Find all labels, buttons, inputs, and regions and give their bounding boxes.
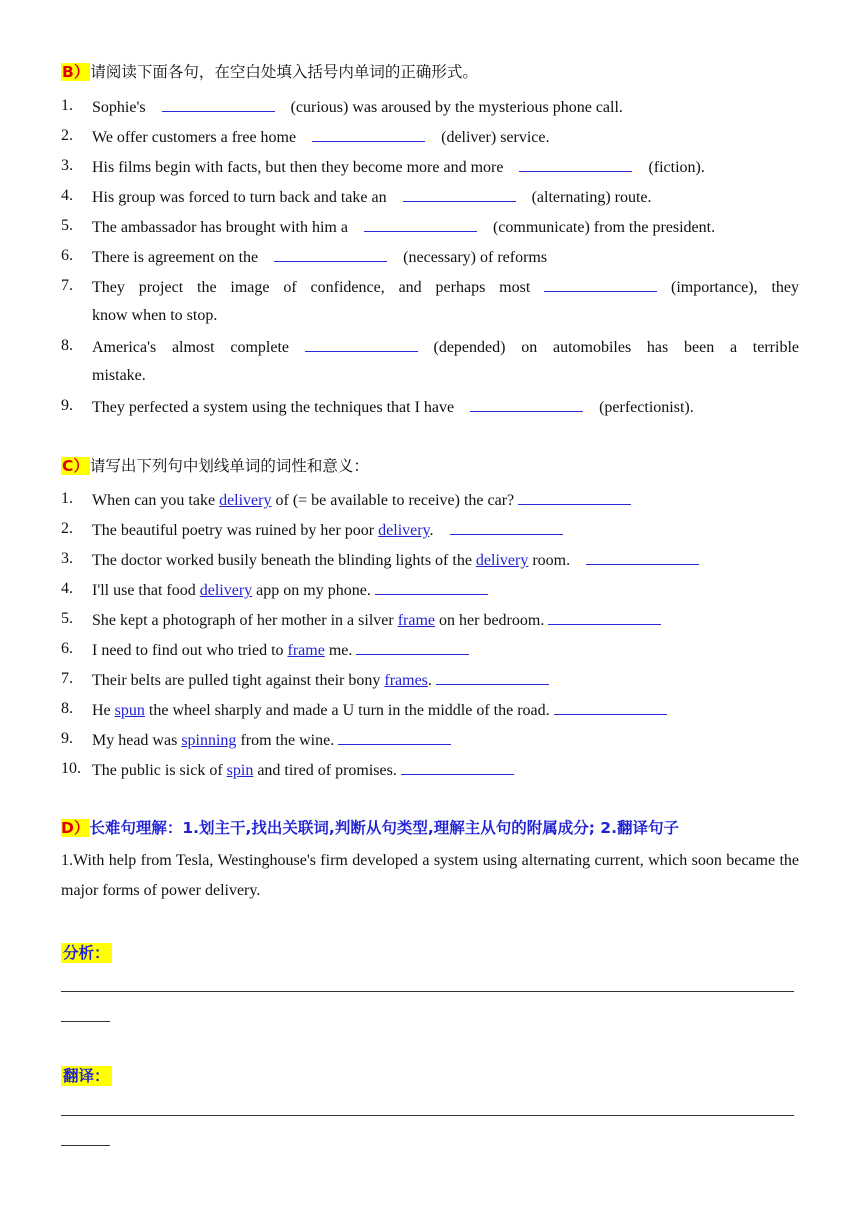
- item-sentence: [92, 276, 799, 298]
- sentence-end: (communicate) from the president.: [492, 219, 716, 236]
- underlined-word: frame: [287, 642, 325, 659]
- translation-answer-line[interactable]: [61, 1115, 794, 1116]
- underlined-word: delivery: [219, 492, 272, 509]
- item-sentence: [92, 216, 715, 238]
- item-sentence: [92, 336, 799, 358]
- sentence-end: and tired of promises.: [253, 762, 401, 779]
- sentence-start: My head was: [92, 732, 182, 749]
- item-number: 8.: [61, 337, 73, 354]
- item-number: 1.: [61, 97, 73, 114]
- underlined-word: spun: [114, 702, 145, 719]
- section-d-label: D）: [61, 819, 90, 837]
- fill-blank[interactable]: [364, 216, 477, 232]
- item-number: 9.: [61, 397, 73, 414]
- sentence-end: .: [427, 672, 436, 689]
- sentence-end: (depended) on automobiles has been a terrible: [433, 339, 799, 356]
- item-sentence: [92, 519, 563, 541]
- item-number: 4.: [61, 187, 73, 204]
- item-number: 5.: [61, 217, 73, 234]
- item-sentence: [92, 639, 469, 661]
- fill-blank[interactable]: [162, 96, 275, 112]
- underlined-word: delivery: [199, 582, 253, 599]
- answer-blank[interactable]: [375, 579, 488, 595]
- sentence-start: When can you take: [92, 492, 220, 509]
- section-c-heading: [61, 456, 369, 476]
- sentence-end: (curious) was aroused by the mysterious phone call.: [290, 99, 623, 116]
- sentence-start: His films begin with facts, but then they become more and more: [92, 159, 504, 176]
- analysis-label: 分析：: [63, 944, 110, 962]
- sentence-start: Sophie's: [92, 99, 146, 116]
- item-sentence: [92, 396, 694, 418]
- item-number: 7.: [61, 277, 73, 294]
- sentence-end: me.: [324, 642, 357, 659]
- sentence-start: We offer customers a free home: [92, 129, 297, 146]
- item-number: 6.: [61, 640, 73, 657]
- underlined-word: frames: [384, 672, 428, 689]
- item-number: 5.: [61, 610, 73, 627]
- answer-blank[interactable]: [518, 489, 631, 505]
- sentence-start: The doctor worked busily beneath the blinding lights of the: [92, 552, 476, 569]
- item-sentence: [92, 759, 514, 781]
- answer-blank[interactable]: [586, 549, 699, 565]
- item-number: 8.: [61, 700, 73, 717]
- answer-blank[interactable]: [554, 699, 667, 715]
- section-d-heading: [61, 818, 679, 838]
- answer-blank[interactable]: [338, 729, 451, 745]
- sentence-end: on her bedroom.: [435, 612, 549, 629]
- item-sentence: [92, 609, 661, 631]
- item-sentence: [92, 186, 652, 208]
- sentence-end: from the wine.: [236, 732, 339, 749]
- section-b-heading: [61, 62, 478, 82]
- sentence-end: (importance), they: [670, 279, 800, 296]
- item-number: 2.: [61, 520, 73, 537]
- item-number: 4.: [61, 580, 73, 597]
- fill-blank[interactable]: [470, 396, 583, 412]
- item-sentence: [92, 96, 623, 118]
- sentence-start: Their belts are pulled tight against their bony: [92, 672, 385, 689]
- section-c-label: C）: [62, 457, 89, 475]
- sentence-start: His group was forced to turn back and take an: [92, 189, 387, 206]
- translation-label: 翻译：: [63, 1067, 110, 1085]
- answer-blank[interactable]: [401, 759, 514, 775]
- item-number: 6.: [61, 247, 73, 264]
- long-sentence: 1.With help from Tesla, Westinghouse's firm developed a system using alternating current, which soon became the major forms of power delivery.: [61, 852, 799, 899]
- item-number: 1.: [61, 490, 73, 507]
- item-number: 3.: [61, 157, 73, 174]
- fill-blank[interactable]: [403, 186, 516, 202]
- item-sentence: [92, 729, 451, 751]
- sentence-start: America's almost complete: [92, 339, 289, 356]
- answer-blank[interactable]: [548, 609, 661, 625]
- translation-answer-line-end[interactable]: [61, 1145, 110, 1146]
- sentence-end: room.: [528, 552, 587, 569]
- underlined-word: spin: [226, 762, 254, 779]
- item-number: 9.: [61, 730, 73, 747]
- sentence-end: (alternating) route.: [531, 189, 652, 206]
- sentence-continuation: know when to stop.: [92, 307, 218, 324]
- sentence-start: There is agreement on the: [92, 249, 259, 266]
- item-sentence: [92, 156, 705, 178]
- sentence-start: He: [92, 702, 115, 719]
- sentence-end: .: [429, 522, 450, 539]
- item-number: 10.: [61, 760, 81, 777]
- sentence-start: The public is sick of: [92, 762, 227, 779]
- analysis-answer-line-end[interactable]: [61, 1021, 110, 1022]
- item-number: 7.: [61, 670, 73, 687]
- item-sentence: [92, 669, 549, 691]
- item-number: 2.: [61, 127, 73, 144]
- item-sentence: [92, 489, 631, 511]
- sentence-start: They perfected a system using the techniques that I have: [92, 399, 455, 416]
- underlined-word: delivery: [475, 552, 529, 569]
- sentence-end: of (= be available to receive) the car?: [271, 492, 519, 509]
- underlined-word: delivery: [378, 522, 430, 539]
- fill-blank[interactable]: [519, 156, 632, 172]
- sentence-start: I'll use that food: [92, 582, 200, 599]
- sentence-start: She kept a photograph of her mother in a silver: [92, 612, 398, 629]
- sentence-start: The ambassador has brought with him a: [92, 219, 348, 236]
- section-d-title: 长难句理解：1.划主干,找出关联词,判断从句类型,理解主从句的附属成分; 2.翻译句子: [89, 819, 679, 837]
- item-sentence: [92, 699, 667, 721]
- sentence-end: (deliver) service.: [441, 129, 550, 146]
- item-number: 3.: [61, 550, 73, 567]
- fill-blank[interactable]: [312, 126, 425, 142]
- answer-blank[interactable]: [450, 519, 563, 535]
- item-sentence: [92, 579, 488, 601]
- underlined-word: frame: [397, 612, 436, 629]
- section-b-title: 请阅读下面各句，在空白处填入括号内单词的正确形式。: [90, 63, 478, 81]
- item-sentence: [92, 246, 547, 268]
- sentence-end: the wheel sharply and made a U turn in the middle of the road.: [144, 702, 554, 719]
- section-c-title: 请写出下列句中划线单词的词性和意义：: [89, 457, 369, 475]
- underlined-word: spinning: [181, 732, 237, 749]
- analysis-answer-line[interactable]: [61, 991, 794, 992]
- sentence-end: app on my phone.: [252, 582, 375, 599]
- answer-blank[interactable]: [436, 669, 549, 685]
- fill-blank[interactable]: [544, 276, 657, 292]
- section-b-label: B）: [62, 63, 90, 81]
- sentence-start: I need to find out who tried to: [92, 642, 288, 659]
- answer-blank[interactable]: [356, 639, 469, 655]
- sentence-start: They project the image of confidence, and perhaps most: [92, 279, 531, 296]
- sentence-start: The beautiful poetry was ruined by her poor: [92, 522, 379, 539]
- sentence-end: (perfectionist).: [599, 399, 694, 416]
- item-sentence: [92, 126, 550, 148]
- sentence-end: (fiction).: [648, 159, 705, 176]
- sentence-continuation: mistake.: [92, 367, 146, 384]
- fill-blank[interactable]: [274, 246, 387, 262]
- sentence-end: (necessary) of reforms: [403, 249, 548, 266]
- item-sentence: [92, 549, 699, 571]
- fill-blank[interactable]: [305, 336, 418, 352]
